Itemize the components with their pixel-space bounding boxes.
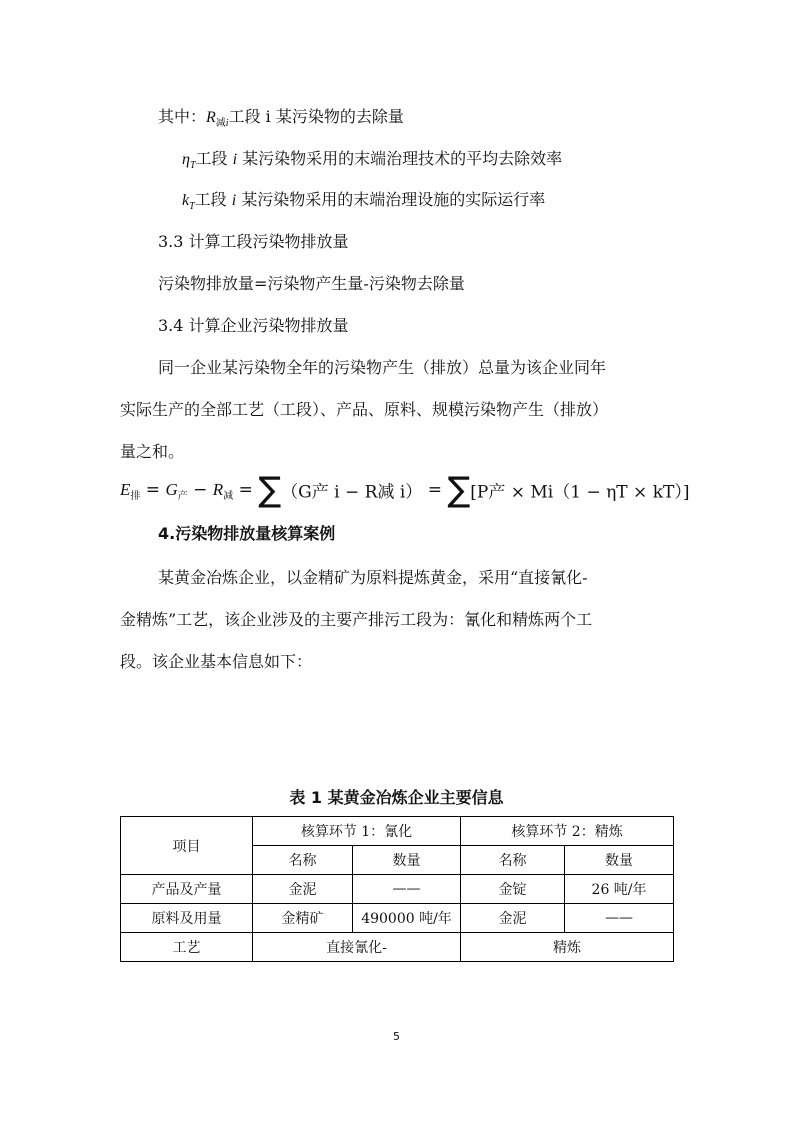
header-qty-1: 数量 <box>353 846 461 875</box>
table-title: 表 1 某黄金冶炼企业主要信息 <box>289 788 504 807</box>
def-r-line <box>158 106 404 131</box>
row-qty-1: —— <box>353 875 461 904</box>
var-r-index: i <box>225 118 229 129</box>
process-label: 工艺 <box>121 933 253 962</box>
def-eta-line <box>182 148 562 173</box>
formula-eq3: = <box>422 480 448 500</box>
header-stage-1: 核算环节 1：氰化 <box>253 817 461 846</box>
def-prefix: 其中： <box>158 107 207 126</box>
def-eta-text1: 工段 <box>195 149 233 168</box>
def-k-i: i <box>231 192 237 209</box>
def-r-text: 工段 i 某污染物的去除量 <box>228 107 404 126</box>
table-header-row-1 <box>121 817 674 846</box>
sigma-icon-2: ∑ <box>447 470 471 510</box>
paragraph-2-line-3: 段。该企业基本信息如下： <box>120 652 313 671</box>
formula-e: E <box>120 480 131 499</box>
paragraph-1-line-1: 同一企业某污染物全年的污染物产生（排放）总量为该企业同年 <box>158 358 607 377</box>
sigma-icon: ∑ <box>258 470 282 510</box>
section-3-3: 3.3 计算工段污染物排放量 <box>158 232 349 251</box>
table-row <box>121 875 674 904</box>
formula-g: G <box>165 480 178 499</box>
row-name-2: 金锭 <box>461 875 565 904</box>
section-4-heading: 4.污染物排放量核算案例 <box>158 524 336 543</box>
row-name-2: 金泥 <box>461 904 565 933</box>
process-stage-1: 直接氰化- <box>253 933 461 962</box>
info-table <box>120 816 674 962</box>
var-k-sub: T <box>189 201 195 212</box>
formula-tail: [P产 × Mi（1 − ηT × kT）] <box>470 482 690 503</box>
var-r-sub: 减 <box>215 118 226 129</box>
formula-g-sub: 产 <box>177 490 188 502</box>
section-3-4: 3.4 计算企业污染物排放量 <box>158 316 349 335</box>
formula-minus: − <box>187 480 213 500</box>
def-k-text1: 工段 <box>194 190 232 209</box>
formula-e-sub: 排 <box>130 490 141 502</box>
var-eta-sub: T <box>189 160 196 171</box>
def-eta-i: i <box>232 151 238 168</box>
def-k-text2: 某污染物采用的末端治理设施的实际运行率 <box>236 190 546 209</box>
paragraph-1-line-3: 量之和。 <box>120 442 185 461</box>
formula-r: R <box>212 480 224 499</box>
page-number: 5 <box>393 1030 400 1043</box>
row-label: 产品及产量 <box>121 875 253 904</box>
process-stage-2: 精炼 <box>461 933 674 962</box>
def-k-line <box>182 189 545 214</box>
formula-r-sub: 减 <box>223 490 234 502</box>
row-label: 原料及用量 <box>121 904 253 933</box>
table-row-process <box>121 933 674 962</box>
emission-formula <box>120 470 690 513</box>
paragraph-2-line-2: 金精炼”工艺，该企业涉及的主要产排污工段为：氰化和精炼两个工 <box>120 610 593 629</box>
var-eta: η <box>182 151 190 168</box>
header-name-2: 名称 <box>461 846 565 875</box>
paragraph-1-line-2: 实际生产的全部工艺（工段）、产品、原料、规模污染物产生（排放） <box>120 400 609 419</box>
var-k: k <box>182 192 190 209</box>
row-name-1: 金泥 <box>253 875 353 904</box>
row-qty-2: 26 吨/年 <box>565 875 674 904</box>
equation-text: 污染物排放量=污染物产生量-污染物去除量 <box>158 274 465 293</box>
header-name-1: 名称 <box>253 846 353 875</box>
formula-eq2: = <box>233 480 259 500</box>
row-name-1: 金精矿 <box>253 904 353 933</box>
formula-eq1: = <box>140 480 166 500</box>
row-qty-1: 490000 吨/年 <box>353 904 461 933</box>
table-row <box>121 904 674 933</box>
var-r: R <box>206 109 216 126</box>
row-qty-2: —— <box>565 904 674 933</box>
paragraph-2-line-1: 某黄金冶炼企业，以金精矿为原料提炼黄金，采用“直接氰化- <box>158 568 588 587</box>
header-qty-2: 数量 <box>565 846 674 875</box>
header-item: 项目 <box>121 817 253 875</box>
def-eta-text2: 某污染物采用的末端治理技术的平均去除效率 <box>237 149 563 168</box>
header-stage-2: 核算环节 2：精炼 <box>461 817 674 846</box>
formula-mid: （G产 i − R减 i） <box>281 482 423 503</box>
